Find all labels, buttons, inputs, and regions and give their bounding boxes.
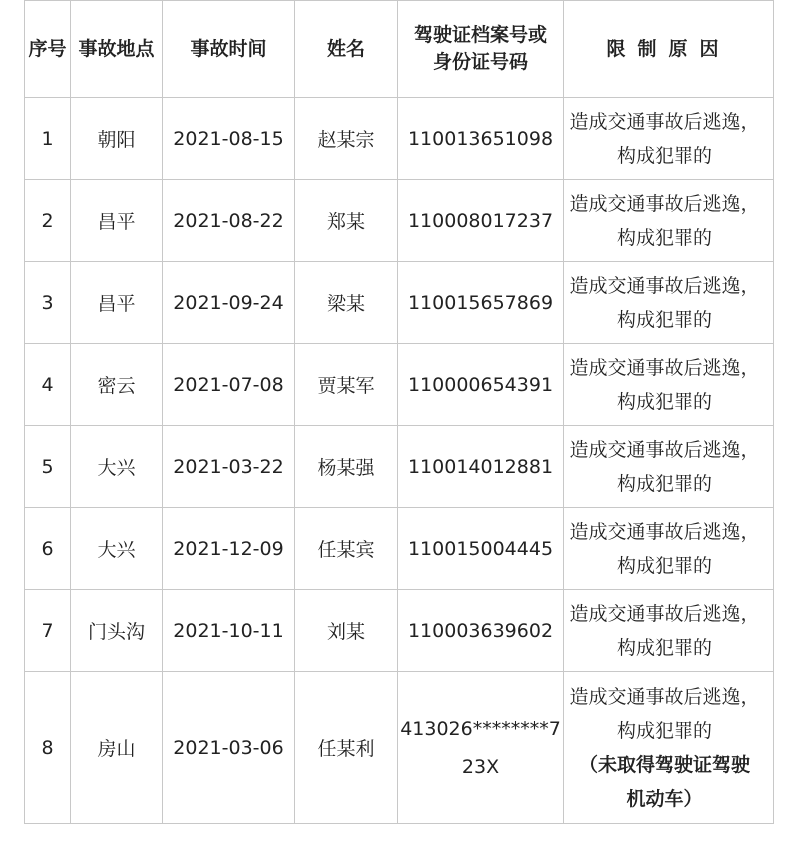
violation-table bbox=[24, 0, 774, 824]
reason-box bbox=[564, 269, 774, 337]
table-row bbox=[25, 98, 774, 180]
reason-line1: 造成交通事故后逃逸， bbox=[569, 438, 760, 461]
cell-location: 门头沟 bbox=[71, 590, 163, 672]
reason-box bbox=[564, 680, 774, 816]
table-row bbox=[25, 180, 774, 262]
reason-line2: 构成犯罪的 bbox=[616, 390, 712, 413]
reason-box bbox=[564, 187, 774, 255]
reason-line2: 构成犯罪的 bbox=[616, 554, 712, 577]
cell-name: 贾某军 bbox=[295, 344, 398, 426]
reason-line1: 造成交通事故后逃逸， bbox=[569, 685, 760, 708]
header-location: 事故地点 bbox=[71, 1, 163, 98]
cell-reason bbox=[564, 590, 774, 672]
cell-name: 梁某 bbox=[295, 262, 398, 344]
reason-line2: 构成犯罪的 bbox=[616, 472, 712, 495]
cell-location: 房山 bbox=[71, 672, 163, 824]
cell-location: 大兴 bbox=[71, 426, 163, 508]
cell-index: 6 bbox=[25, 508, 71, 590]
cell-time: 2021-07-08 bbox=[163, 344, 295, 426]
cell-license: 110014012881 bbox=[398, 426, 564, 508]
cell-index: 3 bbox=[25, 262, 71, 344]
cell-location: 密云 bbox=[71, 344, 163, 426]
reason-line2: 构成犯罪的 bbox=[616, 719, 712, 742]
reason-line2: 构成犯罪的 bbox=[616, 144, 712, 167]
reason-box bbox=[564, 515, 774, 583]
reason-line1: 造成交通事故后逃逸， bbox=[569, 192, 760, 215]
cell-reason bbox=[564, 98, 774, 180]
header-name: 姓名 bbox=[295, 1, 398, 98]
header-index: 序号 bbox=[25, 1, 71, 98]
cell-name: 杨某强 bbox=[295, 426, 398, 508]
cell-license: 110015657869 bbox=[398, 262, 564, 344]
reason-line2: 构成犯罪的 bbox=[616, 308, 712, 331]
cell-name: 任某利 bbox=[295, 672, 398, 824]
header-license-line1: 驾驶证档案号或 bbox=[413, 24, 547, 46]
cell-time: 2021-08-15 bbox=[163, 98, 295, 180]
cell-license-line2: 23X bbox=[461, 755, 500, 778]
cell-reason bbox=[564, 508, 774, 590]
reason-line1: 造成交通事故后逃逸， bbox=[569, 274, 760, 297]
reason-box bbox=[564, 105, 774, 173]
reason-box bbox=[564, 351, 774, 419]
table-row bbox=[25, 344, 774, 426]
cell-index: 8 bbox=[25, 672, 71, 824]
cell-reason bbox=[564, 426, 774, 508]
cell-reason bbox=[564, 672, 774, 824]
cell-license: 110008017237 bbox=[398, 180, 564, 262]
table-header-row bbox=[25, 1, 774, 98]
table-body bbox=[25, 98, 774, 824]
reason-line1: 造成交通事故后逃逸， bbox=[569, 602, 760, 625]
reason-line2: 构成犯罪的 bbox=[616, 226, 712, 249]
cell-license: 110003639602 bbox=[398, 590, 564, 672]
header-reason: 限制原因 bbox=[564, 1, 774, 98]
cell-license: 110015004445 bbox=[398, 508, 564, 590]
cell-time: 2021-09-24 bbox=[163, 262, 295, 344]
cell-time: 2021-03-22 bbox=[163, 426, 295, 508]
table-row bbox=[25, 672, 774, 824]
note-line1: （未取得驾驶证驾驶 bbox=[578, 753, 750, 776]
cell-index: 2 bbox=[25, 180, 71, 262]
table-row bbox=[25, 426, 774, 508]
cell-reason bbox=[564, 180, 774, 262]
header-license bbox=[398, 1, 564, 98]
cell-index: 4 bbox=[25, 344, 71, 426]
cell-name: 郑某 bbox=[295, 180, 398, 262]
reason-line1: 造成交通事故后逃逸， bbox=[569, 356, 760, 379]
note-line2: 机动车） bbox=[626, 787, 703, 810]
reason-box bbox=[564, 597, 774, 665]
table-row bbox=[25, 262, 774, 344]
cell-location: 大兴 bbox=[71, 508, 163, 590]
table-row bbox=[25, 590, 774, 672]
cell-location: 朝阳 bbox=[71, 98, 163, 180]
cell-index: 5 bbox=[25, 426, 71, 508]
cell-location: 昌平 bbox=[71, 180, 163, 262]
header-time: 事故时间 bbox=[163, 1, 295, 98]
reason-box bbox=[564, 433, 774, 501]
cell-time: 2021-10-11 bbox=[163, 590, 295, 672]
cell-index: 1 bbox=[25, 98, 71, 180]
cell-location: 昌平 bbox=[71, 262, 163, 344]
cell-time: 2021-03-06 bbox=[163, 672, 295, 824]
cell-name: 刘某 bbox=[295, 590, 398, 672]
reason-line1: 造成交通事故后逃逸， bbox=[569, 110, 760, 133]
cell-time: 2021-08-22 bbox=[163, 180, 295, 262]
cell-name: 任某宾 bbox=[295, 508, 398, 590]
reason-line2: 构成犯罪的 bbox=[616, 636, 712, 659]
cell-name: 赵某宗 bbox=[295, 98, 398, 180]
cell-time: 2021-12-09 bbox=[163, 508, 295, 590]
cell-license: 110000654391 bbox=[398, 344, 564, 426]
cell-license bbox=[398, 672, 564, 824]
cell-index: 7 bbox=[25, 590, 71, 672]
header-license-line2: 身份证号码 bbox=[432, 51, 528, 73]
table-row bbox=[25, 508, 774, 590]
cell-reason bbox=[564, 262, 774, 344]
cell-reason bbox=[564, 344, 774, 426]
reason-line1: 造成交通事故后逃逸， bbox=[569, 520, 760, 543]
cell-license: 110013651098 bbox=[398, 98, 564, 180]
cell-license-line1: 413026********7 bbox=[400, 717, 561, 740]
